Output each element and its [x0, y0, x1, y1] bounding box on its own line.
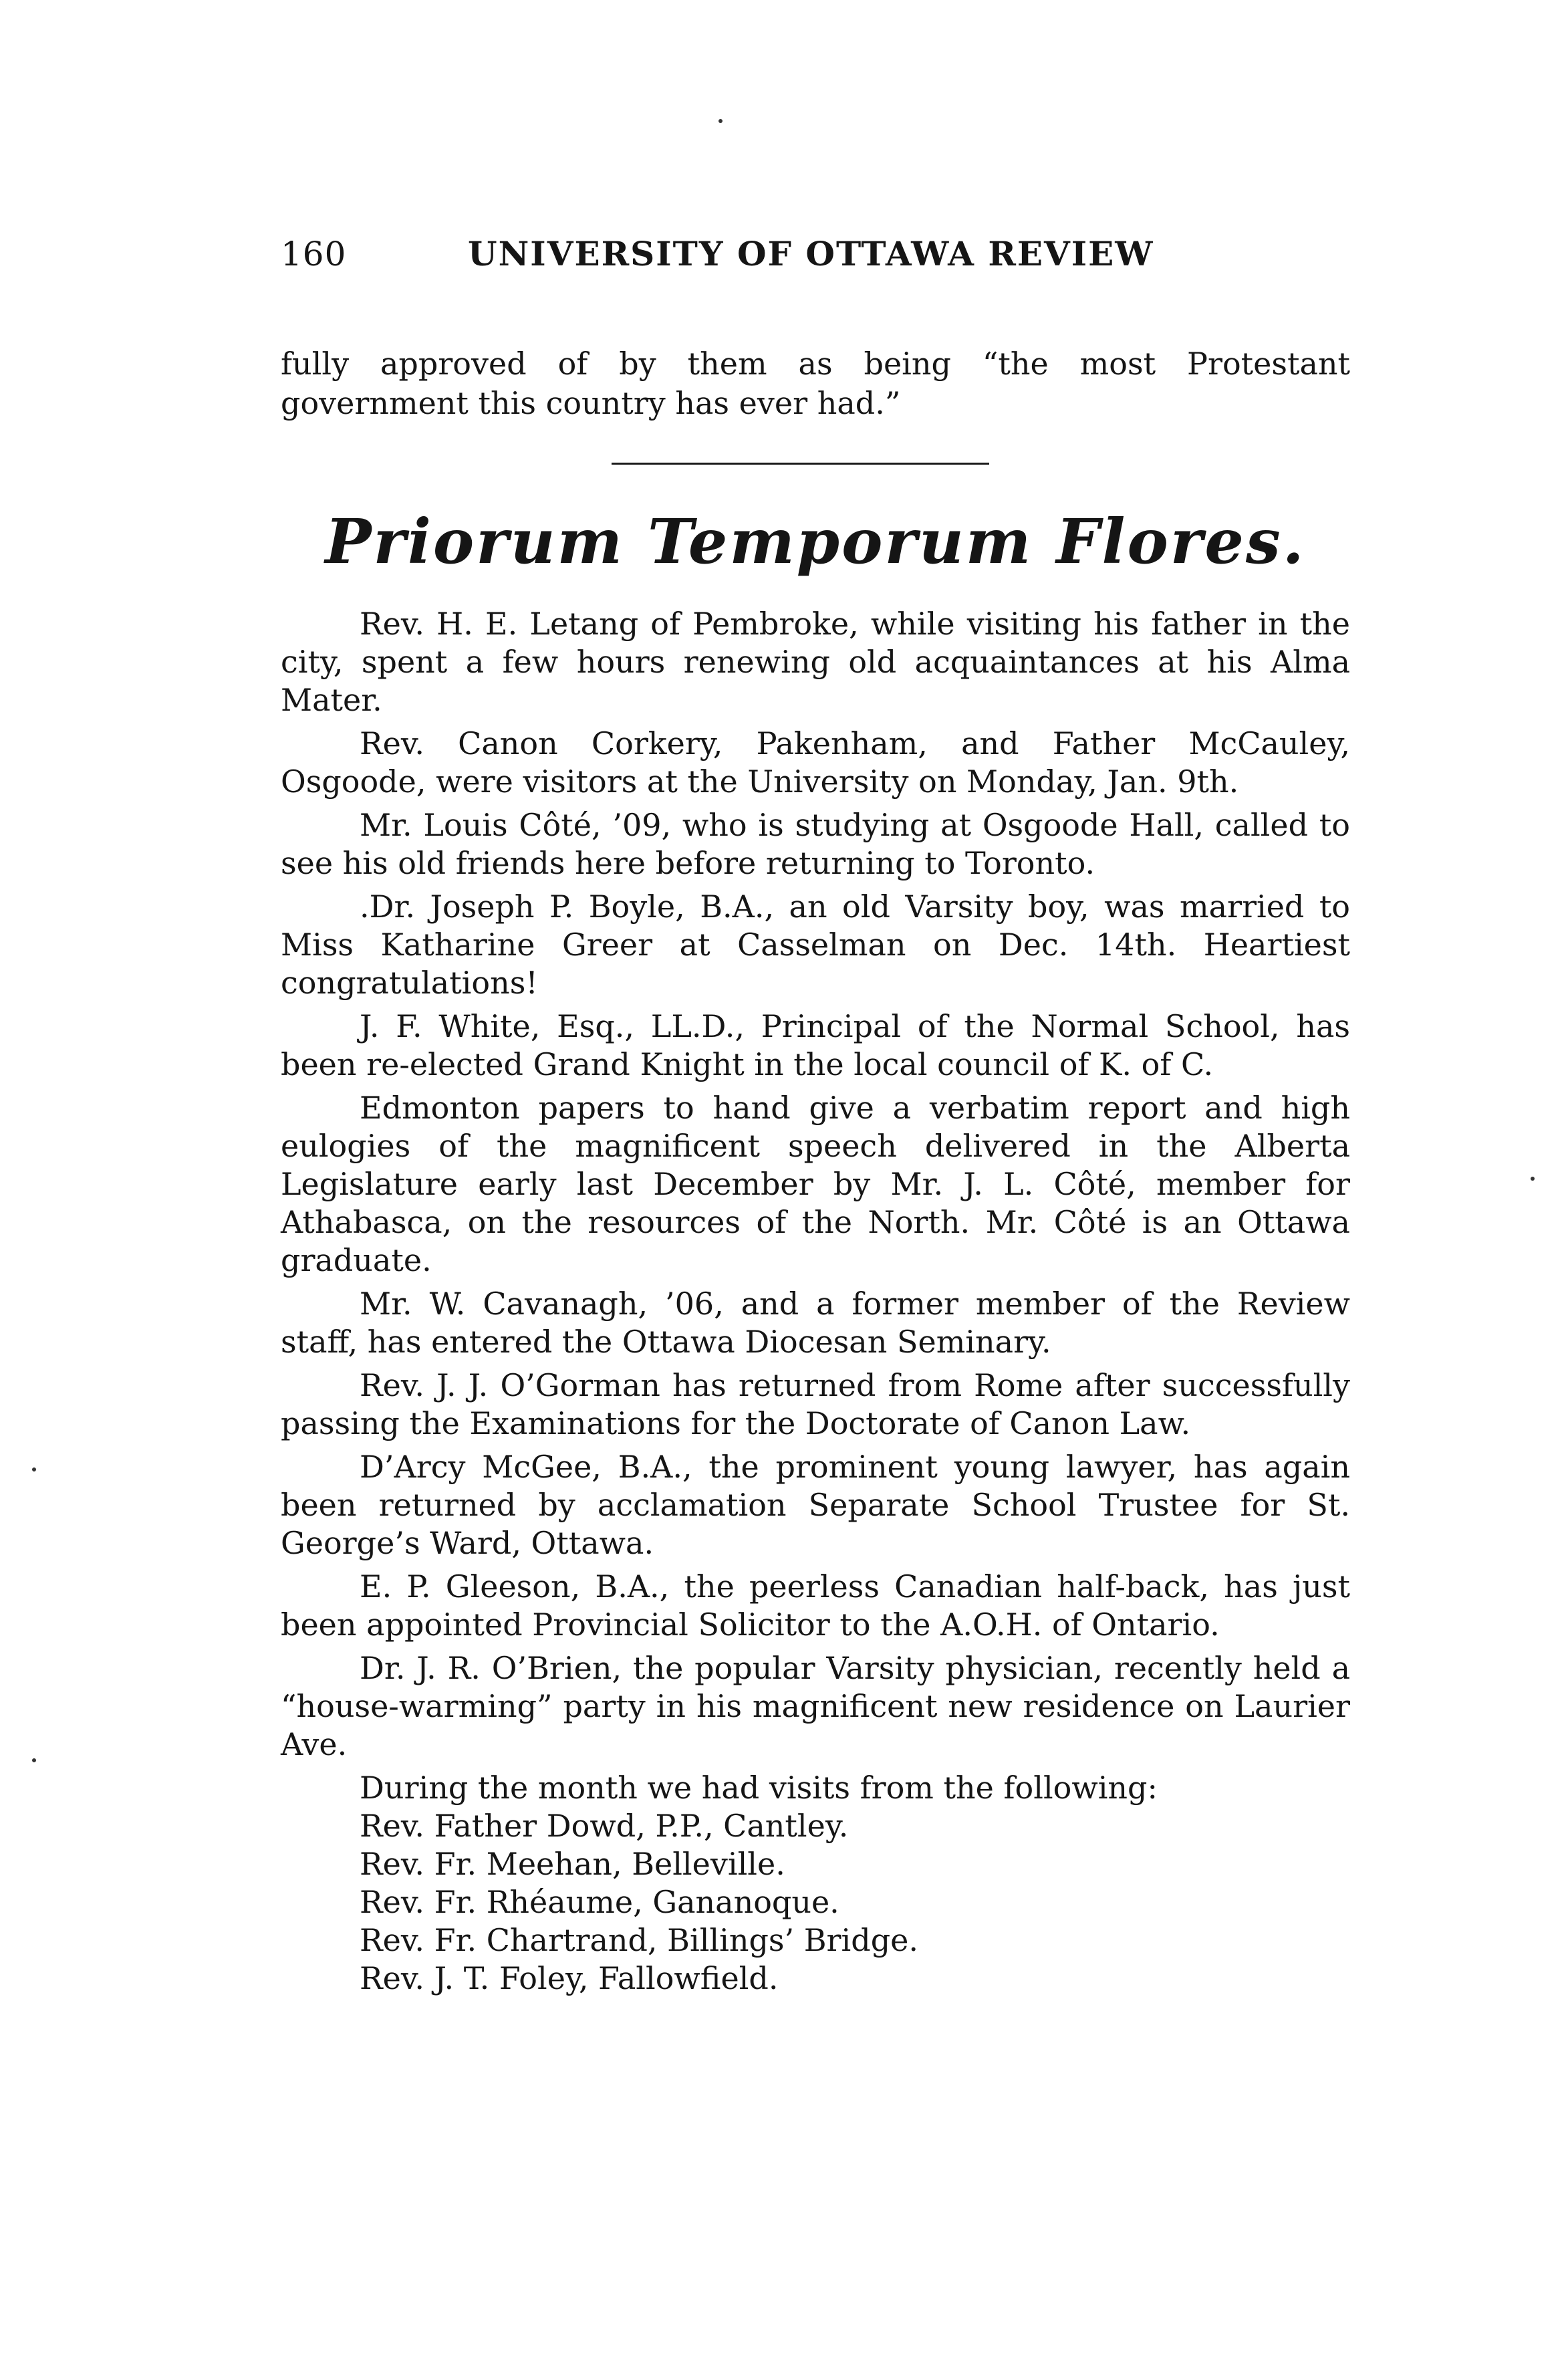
- scan-speck: [32, 1467, 36, 1471]
- news-item: Rev. J. J. O’Gorman has returned from Rome after successfully passing the Examinations for the Doctorate of Canon Law.: [281, 1367, 1350, 1441]
- visitor-item: Rev. J. T. Foley, Fallowfield.: [360, 1960, 779, 1996]
- news-item: Mr. W. Cavanagh, ’06, and a former member of the Review staff, has entered the Ottawa Diocesan Seminary.: [281, 1286, 1350, 1360]
- news-item: Rev. Canon Corkery, Pakenham, and Father McCauley, Osgoode, were visitors at the University on Monday, Jan. 9th.: [281, 725, 1350, 800]
- news-item: Dr. J. R. O’Brien, the popular Varsity physician, recently held a “house-warming” party in his magnificent new residence on Laurier Ave.: [281, 1650, 1350, 1762]
- visitor-list: [281, 1807, 1350, 1998]
- news-item: D’Arcy McGee, B.A., the prominent young lawyer, has again been returned by acclamation Separate School Trustee for St. George’s Ward, Ottawa.: [281, 1449, 1350, 1561]
- section-divider: [612, 463, 989, 465]
- visits-intro: During the month we had visits from the following:: [360, 1770, 1158, 1806]
- section-heading: Priorum Temporum Flores.: [325, 505, 1306, 578]
- journal-title: UNIVERSITY OF OTTAWA REVIEW: [468, 234, 1154, 273]
- visitor-item: Rev. Fr. Meehan, Belleville.: [360, 1846, 785, 1882]
- continued-paragraph: [281, 344, 1350, 423]
- news-item: E. P. Gleeson, B.A., the peerless Canadian half-back, has just been appointed Provincial Solicitor to the A.O.H. of Ontario.: [281, 1568, 1350, 1643]
- news-item: Mr. Louis Côté, ’09, who is studying at Osgoode Hall, called to see his old friends here before returning to Toronto.: [281, 807, 1350, 881]
- visitor-item: Rev. Fr. Rhéaume, Gananoque.: [360, 1884, 839, 1920]
- news-item: .Dr. Joseph P. Boyle, B.A., an old Varsity boy, was married to Miss Katharine Greer at Casselman on Dec. 14th. Heartiest congratulations!: [281, 889, 1350, 1001]
- news-item: Edmonton papers to hand give a verbatim report and high eulogies of the magnificent speech delivered in the Alberta Legislature early last December by Mr. J. L. Côté, member for Athabasca, on the resources of the North. Mr. Côté is an Ottawa graduate.: [281, 1090, 1350, 1278]
- scan-speck: [32, 1758, 36, 1762]
- news-item: Rev. H. E. Letang of Pembroke, while visiting his father in the city, spent a few hours renewing old acquaintances at his Alma Mater.: [281, 606, 1350, 718]
- scan-speck: [1531, 1177, 1535, 1181]
- visitor-item: Rev. Father Dowd, P.P., Cantley.: [360, 1808, 849, 1844]
- page-number: 160: [281, 235, 347, 273]
- scan-speck: [718, 119, 723, 123]
- running-head: [281, 231, 1350, 277]
- news-items: [281, 605, 1350, 1998]
- paragraph: fully approved of by them as being “the most Protestant government this country has ever had.”: [281, 346, 1350, 421]
- visitor-item: Rev. Fr. Chartrand, Billings’ Bridge.: [360, 1922, 918, 1958]
- news-item: J. F. White, Esq., LL.D., Principal of the Normal School, has been re-elected Grand Knight in the local council of K. of C.: [281, 1008, 1350, 1082]
